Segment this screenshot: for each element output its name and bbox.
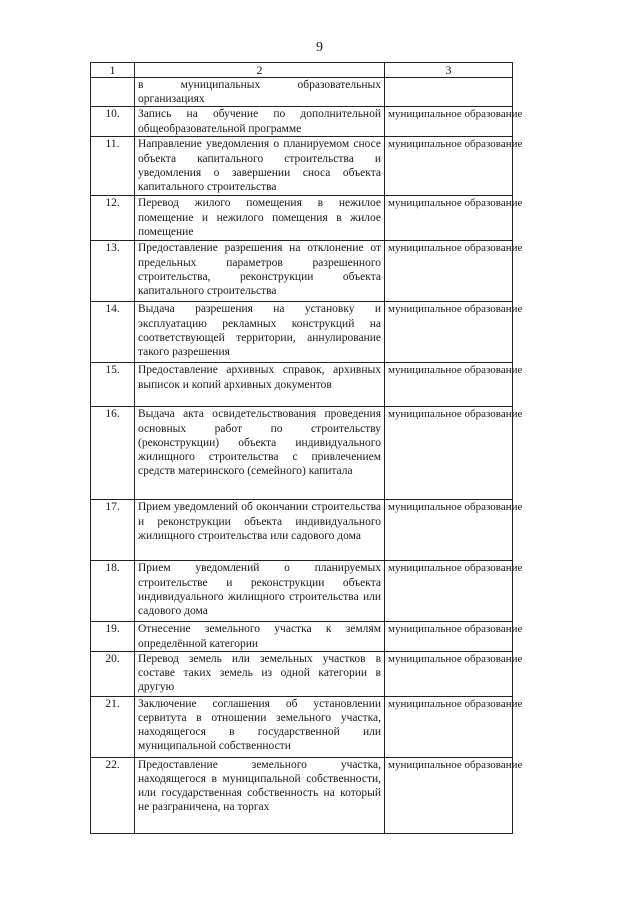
table-row xyxy=(91,107,513,137)
table-row xyxy=(91,757,513,833)
service-name: Перевод жилого помещения в нежилое помещение и нежилого помещения в жилое помещение xyxy=(135,196,385,241)
service-level: муниципальное образование xyxy=(385,500,513,561)
row-number: 22. xyxy=(91,757,135,833)
table-row xyxy=(91,241,513,302)
service-level: муниципальное образование xyxy=(385,651,513,696)
row-number: 19. xyxy=(91,622,135,651)
row-number: 11. xyxy=(91,137,135,196)
table-row xyxy=(91,302,513,363)
row-number xyxy=(91,78,135,107)
table-row xyxy=(91,407,513,500)
service-level: муниципальное образование xyxy=(385,696,513,757)
service-name: Прием уведомлений об окончании строительства и реконструкции объекта индивидуального жилищного строительства или садового дома xyxy=(135,500,385,561)
service-name: Запись на обучение по дополнительной общеобразовательной программе xyxy=(135,107,385,137)
service-name: Предоставление архивных справок, архивных выписок и копий архивных документов xyxy=(135,363,385,407)
service-name: Перевод земель или земельных участков в составе таких земель из одной категории в другую xyxy=(135,651,385,696)
service-name: Прием уведомлений о планируемых строительстве и реконструкции объекта индивидуального жилищного строительства или садового дома xyxy=(135,561,385,622)
header-cell-service: 2 xyxy=(135,63,385,78)
service-name: Заключение соглашения об установлении сервитута в отношении земельного участка, находящегося в государственной или муниципальной собственности xyxy=(135,696,385,757)
row-number: 21. xyxy=(91,696,135,757)
header-cell-number: 1 xyxy=(91,63,135,78)
table-row xyxy=(91,196,513,241)
row-number: 13. xyxy=(91,241,135,302)
row-number: 16. xyxy=(91,407,135,500)
row-number: 14. xyxy=(91,302,135,363)
service-level: муниципальное образование xyxy=(385,137,513,196)
service-name: Предоставление земельного участка, находящегося в муниципальной собственности, или государственная собственность на который не разграничена, на торгах xyxy=(135,757,385,833)
table-row xyxy=(91,696,513,757)
table-row xyxy=(91,500,513,561)
page-number: 9 xyxy=(316,40,323,55)
services-table xyxy=(90,62,523,834)
row-number: 20. xyxy=(91,651,135,696)
table-header-row xyxy=(91,63,513,78)
service-level: муниципальное образование xyxy=(385,407,513,500)
service-name: в муниципальных образовательных организациях xyxy=(135,78,385,107)
row-number: 18. xyxy=(91,561,135,622)
service-level: муниципальное образование xyxy=(385,241,513,302)
table-row xyxy=(91,78,513,107)
service-name: Отнесение земельного участка к землям определённой категории xyxy=(135,622,385,651)
service-level: муниципальное образование xyxy=(385,622,513,651)
row-number: 17. xyxy=(91,500,135,561)
table-row xyxy=(91,622,513,651)
service-level: муниципальное образование xyxy=(385,561,513,622)
service-name: Направление уведомления о планируемом сносе объекта капитального строительства и уведомления о завершении сноса объекта капитального строительства xyxy=(135,137,385,196)
table-row xyxy=(91,363,513,407)
service-level: муниципальное образование xyxy=(385,107,513,137)
service-level: муниципальное образование xyxy=(385,302,513,363)
service-level: муниципальное образование xyxy=(385,196,513,241)
header-cell-level: 3 xyxy=(385,63,513,78)
row-number: 15. xyxy=(91,363,135,407)
table-row xyxy=(91,561,513,622)
row-number: 10. xyxy=(91,107,135,137)
row-number: 12. xyxy=(91,196,135,241)
table-row xyxy=(91,651,513,696)
service-level: муниципальное образование xyxy=(385,757,513,833)
service-level xyxy=(385,78,513,107)
service-level: муниципальное образование xyxy=(385,363,513,407)
table-row xyxy=(91,137,513,196)
service-name: Выдача акта освидетельствования проведения основных работ по строительству (реконструкции) объекта индивидуального жилищного строительства с привлечением средств материнского (семейного) капитала xyxy=(135,407,385,500)
service-name: Предоставление разрешения на отклонение от предельных параметров разрешенного строительства, реконструкции объекта капитального строительства xyxy=(135,241,385,302)
service-name: Выдача разрешения на установку и эксплуатацию рекламных конструкций на соответствующей территории, аннулирование такого разрешения xyxy=(135,302,385,363)
